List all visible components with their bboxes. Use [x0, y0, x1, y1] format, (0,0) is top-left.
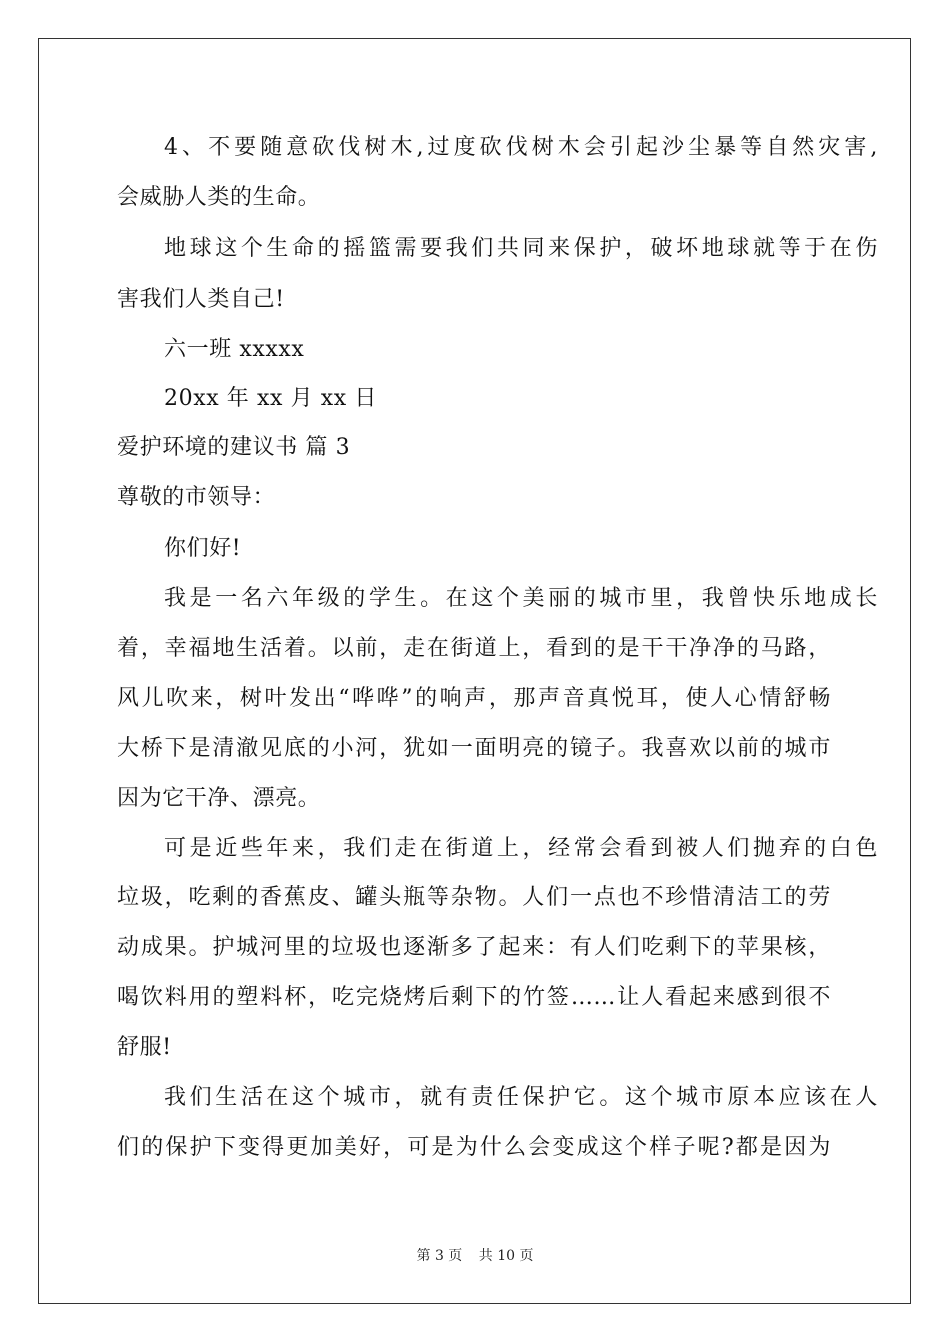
text-line: 害我们人类自己!	[117, 287, 285, 312]
text-line: 我是一名六年级的学生。在这个美丽的城市里，我曾快乐地成长	[164, 586, 878, 611]
greeting: 你们好!	[164, 536, 242, 561]
page-total: 共 10 页	[478, 1248, 534, 1264]
text-line: 着，幸福地生活着。以前，走在街道上，看到的是干干净净的马路，	[117, 636, 831, 661]
text-line: 可是近些年来，我们走在街道上，经常会看到被人们抛弃的白色	[164, 836, 878, 861]
section-heading: 爱护环境的建议书 篇 3	[117, 435, 351, 460]
text-line: 大桥下是清澈见底的小河，犹如一面明亮的镜子。我喜欢以前的城市	[117, 736, 831, 761]
salutation: 尊敬的市领导：	[117, 485, 276, 510]
text-line: 风儿吹来，树叶发出“哗哗”的响声，那声音真悦耳，使人心情舒畅	[117, 686, 831, 711]
text-line: 们的保护下变得更加美好，可是为什么会变成这个样子呢?都是因为	[117, 1135, 831, 1160]
text-line: 地球这个生命的摇篮需要我们共同来保护，破坏地球就等于在伤	[164, 236, 878, 261]
text-line: 舒服!	[117, 1035, 172, 1060]
signature-date: 20xx 年 xx 月 xx 日	[164, 386, 378, 411]
text-line: 4、不要随意砍伐树木,过度砍伐树木会引起沙尘暴等自然灾害,	[164, 135, 878, 160]
page-footer	[0, 1249, 950, 1263]
page-number: 第 3 页	[416, 1248, 463, 1264]
text-line: 会威胁人类的生命。	[117, 185, 321, 210]
text-line: 垃圾，吃剩的香蕉皮、罐头瓶等杂物。人们一点也不珍惜清洁工的劳	[117, 885, 831, 910]
page-border	[38, 38, 911, 1304]
text-line: 因为它干净、漂亮。	[117, 786, 321, 811]
text-line: 动成果。护城河里的垃圾也逐渐多了起来：有人们吃剩下的苹果核，	[117, 935, 831, 960]
text-line: 我们生活在这个城市，就有责任保护它。这个城市原本应该在人	[164, 1085, 878, 1110]
signature-class: 六一班 xxxxx	[164, 337, 305, 362]
text-line: 喝饮料用的塑料杯，吃完烧烤后剩下的竹签……让人看起来感到很不	[117, 985, 831, 1010]
